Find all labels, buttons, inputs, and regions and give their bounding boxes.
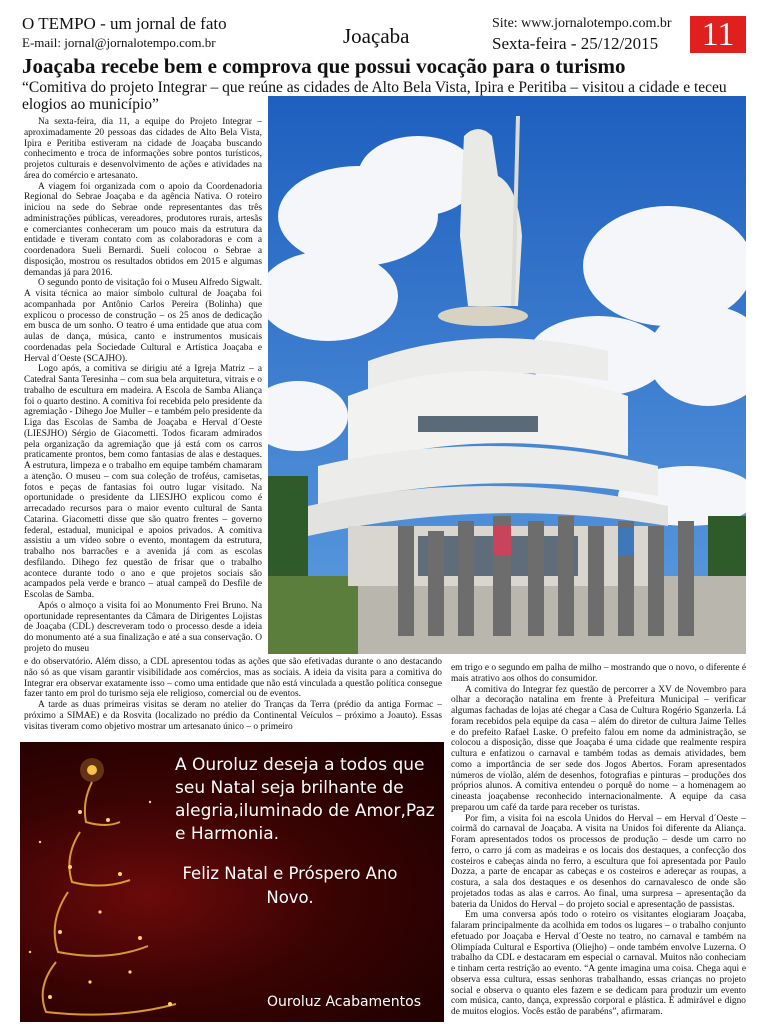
newspaper-email: E-mail: jornal@jornalotempo.com.br <box>22 35 216 50</box>
newspaper-site: Site: www.jornalotempo.com.br <box>492 16 672 31</box>
article-column-3 <box>451 663 746 1022</box>
paragraph: e do observatório. Além disso, a CDL apresentou todas as ações que são efetivadas durante o ano destacando não só as que visam garantir visibilidade aos comércios, mas as sociais. A ideia da visita para a comitiva do Integrar era observar exatamente isso – como uma entidade que não está vinculada a questão política consegue fazer tanto em prol do turismo seja ele religioso, comercial ou de eventos. <box>24 657 442 700</box>
christmas-ad <box>20 742 444 1022</box>
page-number: 11 <box>690 16 746 53</box>
newspaper-name: O TEMPO - um jornal de fato <box>22 14 227 33</box>
article-deck: “Comitiva do projeto Integrar – que reúne as cidades de Alto Bela Vista, Ipira e Peritiba – visitou a cidade e teceu elogios ao município” <box>22 79 727 113</box>
paragraph: A viagem foi organizada com o apoio da Coordenadoria Regional do Sebrae Joaçaba e da agência Nativa. O roteiro iniciou na sede do Sebrae onde representantes das três administrações públicas, vereadores, produtores rurais, artesãs e comerciantes conheceram um pouco mais da estrutura da entidade e tiveram contato com as colaboradoras e com a coordenadora Sueli Bernardi. Sueli colocou o Sebrae a disposição, mostrou os resultados obtidos em 2015 e algumas demandas já para 2016. <box>24 181 262 278</box>
ad-greeting: A Ouroluz deseja a todos que seu Natal seja brilhante de alegria,iluminado de Amor,Paz e Harmonia. <box>175 755 435 844</box>
section-city: Joaçaba <box>343 24 410 48</box>
issue-date: Sexta-feira - 25/12/2015 <box>492 34 659 53</box>
paragraph: Em uma conversa após todo o roteiro os visitantes elogiaram Joaçaba, falaram principalmente da acolhida em todos os lugares – o trabalho conjunto efetuado por Joaçaba e Herval d´Oeste no teatro, no carnaval e também na Olimpíada Cultural e Esportiva (Oliejho) – onde também envolve Luzerna. O trabalho da CDL e destacaram em especial o carnaval. Muitos não conheciam e tinham certa restrição ao evento. “A gente imagina uma coisa. Chega aqui e observa essa cultura, essas senhoras trabalhando, essas crianças no projeto social e observa o quanto eles fazem e se dedicam para produzir um evento com música, canto, dança, expressão corporal e plástica. É admirável e digno de muitos elogios. Vocês estão de parabéns”, afirmaram. <box>451 910 746 1017</box>
paragraph: Na sexta-feira, dia 11, a equipe do Projeto Integrar – aproximadamente 20 pessoas das cidades de Alto Bela Vista, Ipira e Peritiba estiveram na cidade de Joaçaba buscando conhecimento e troca de informações sobre pontos turísticos, projetos culturais e desenvolvimento de ações e atividades na área do comércio e artesanato. <box>24 117 262 181</box>
paragraph: Logo após, a comitiva se dirigiu até a Igreja Matriz – a Catedral Santa Teresinha – com sua bela arquitetura, vitrais e o trabalho de escultura em madeira. A Escola de Samba Aliança foi o quarto destino. A comitiva foi recebida pelo presidente da agremiação - Dihego Joe Muller – e também pelo presidente da Liga das Escolas de Samba de Joaçaba e Herval d´Oeste (LIESJHO) Sérgio de Giacometti. Todos ficaram admirados pela organização da agremiação que já está com os carros praticamente prontos, bem como fantasias de alas e destaques. A estrutura, limpeza e o trabalho em equipe também chamaram a atenção. O museu – com sua coleção de troféus, camisetas, fotos e peças de fantasias foi outro lugar visitado. Na oportunidade o presidente da LIESJHO explicou como é arrecadado recursos para o maior evento cultural de Santa Catarina. Giacometti disse que são quatro frentes – governo federal, estadual, municipal e apoios privados. A comitiva assistiu a um vídeo sobre o evento, montagem da estrutura, trabalho nos barracões e a avenida já com as escolas desfilando. Dihego fez questão de frisar que o trabalho acontece durante todo o ano e que projetos sociais são acampados pela verde e branco – atual campeã do Desfile de Escolas de Samba. <box>24 364 262 600</box>
paragraph: em trigo e o segundo em palha de milho – mostrando que o novo, o diferente é mais atrativo aos olhos do consumidor. <box>451 663 746 684</box>
ad-wish: Feliz Natal e Próspero Ano Novo. <box>182 864 398 907</box>
paragraph: A tarde as duas primeiras visitas se deram no atelier do Tranças da Terra (prédio da antiga Formac – próximo a SIMAE) e da Rosvita (localizado no prédio da Continental Veículos – próximo a Joauto). Essas visitas tiveram como objetivo mostrar um artesanato único – o primeiro <box>24 700 442 732</box>
article-headline: Joaçaba recebe bem e comprova que possui vocação para o turismo <box>22 54 626 78</box>
article-span-text <box>24 657 442 737</box>
ad-signature: Ouroluz Acabamentos <box>267 994 422 1010</box>
paragraph: Após o almoço a visita foi ao Monumento Frei Bruno. Na oportunidade representantes da Câmara de Dirigentes Lojistas de Joaçaba (CDL) descreveram todo o processo desde a ideia do monumento até a sua finalização e até a sua conservação. O projeto do museu <box>24 600 262 654</box>
paragraph: A comitiva do Integrar fez questão de percorrer a XV de Novembro para olhar a decoração natalina em frente à Prefeitura Municipal – verificar algumas fachadas de lojas até chegar a Casa de Cultura Rogério Sganzerla. Lá foram recebidos pela equipe da casa – além do diretor de cultura Jaime Telles e do prefeito Rafael Laske. O prefeito falou em nome da administração, se colocou a disposição, disse que Joaçaba é uma cidade que realmente respira cultura e enfatizou o carnaval e também todas as demais atividades, bem como a importância de ser sede dos Jogos Abertos. Foram apresentados números de violão, além de desenhos, fotografias e pinturas – produções dos próprios alunos. A comitiva entendeu o porquê do nome – a homenagem ao cineasta joaçabense reconhecido internacionalmente. A equipe da casa preparou um café da tarde para receber os turistas. <box>451 684 746 813</box>
article-column-1 <box>24 117 262 664</box>
paragraph: Por fim, a visita foi na escola Unidos do Herval – em Herval d´Oeste – coirmã do carnaval de Joaçaba. A visita na Unidos foi diferente da Aliança. Foram apresentados todos os processos de produção – desde um carro no ferro, o carro já com as madeiras e os locais dos destaques, a confecção dos costeiros e cabeças ainda no ferro, a escultura que foi apresentada por Paulo Dozza, a parte de encapar as cabeças e os costeiros e adereçar as roupas, a costura, a sala dos destaques e os desenhos do carnavalesco de onde são projetados todas as alas e carros. Ao final, uma surpresa – apresentação da bateria da Unidos do Herval – do projeto social e apresentação de passistas. <box>451 813 746 910</box>
paragraph: O segundo ponto de visitação foi o Museu Alfredo Sigwalt. A visita técnica ao maior símbolo cultural de Joaçaba foi acompanhada por Antônio Carlos Pereira (Bolinha) que explicou o processo de construção – os 25 anos de dedicação em busca de um sonho. O teatro é uma entidade que atua com aulas de dança, música, canto e instrumentos musicais coordenadas pela Sociedade Cultural e Artística Joaçaba e Herval d´Oeste (SCAJHO). <box>24 278 262 364</box>
monument-photo <box>268 96 746 654</box>
